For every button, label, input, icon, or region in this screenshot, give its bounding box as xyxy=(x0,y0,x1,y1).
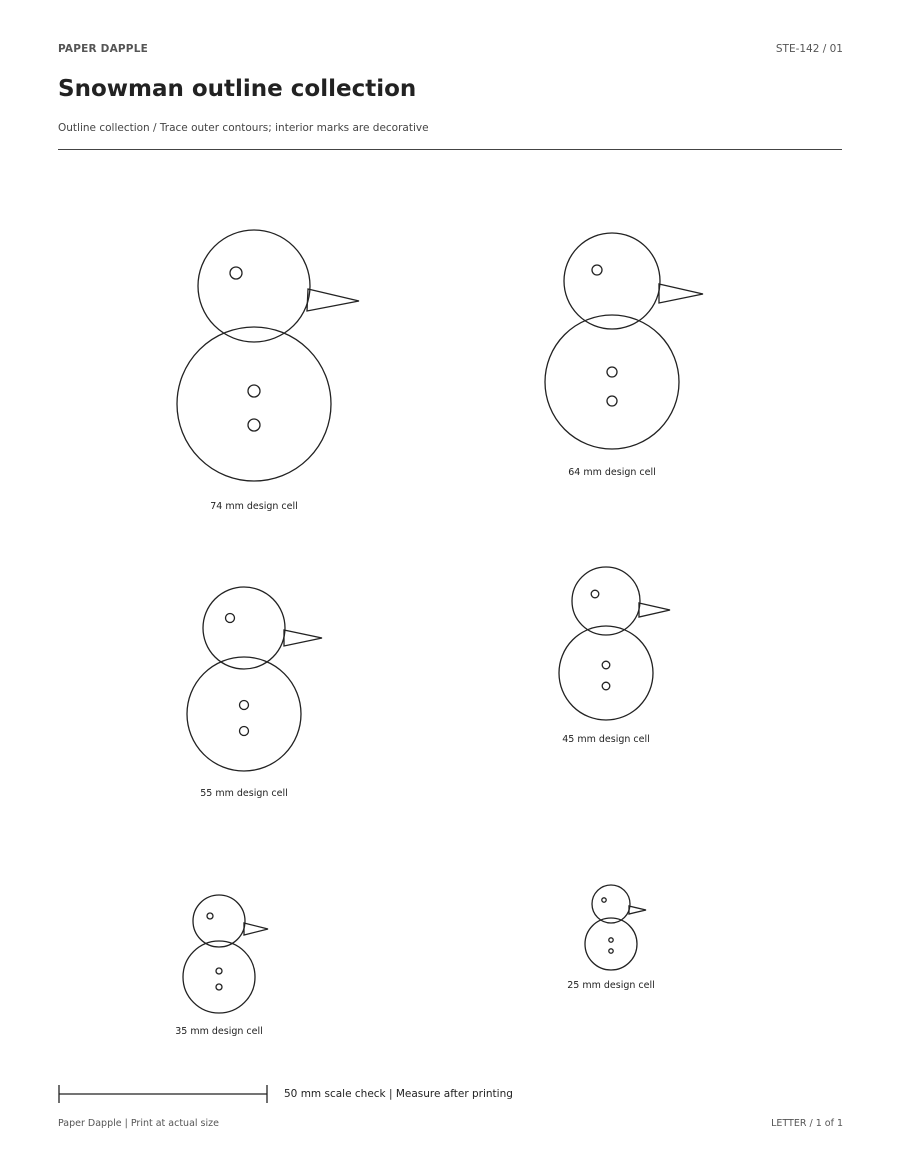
footer-note: Paper Dapple | Print at actual size xyxy=(58,1118,219,1129)
button-mark xyxy=(248,385,260,397)
page-title: Snowman outline collection xyxy=(58,76,417,102)
design-caption: 55 mm design cell xyxy=(200,788,288,799)
eye-mark xyxy=(226,614,235,623)
snowman-outline xyxy=(585,885,646,970)
design-caption: 64 mm design cell xyxy=(568,467,656,478)
carrot-nose xyxy=(659,284,703,303)
design-caption: 35 mm design cell xyxy=(175,1026,263,1037)
snowman-body xyxy=(545,315,679,449)
snowman-outline xyxy=(559,567,670,720)
button-mark xyxy=(609,938,613,942)
scale-bar xyxy=(59,1085,267,1103)
carrot-nose xyxy=(307,289,359,311)
carrot-nose xyxy=(284,630,322,646)
carrot-nose xyxy=(629,906,646,914)
page-subtitle: Outline collection / Trace outer contours; interior marks are decorative xyxy=(58,122,429,134)
carrot-nose xyxy=(639,603,670,617)
eye-mark xyxy=(230,267,242,279)
design-caption: 45 mm design cell xyxy=(562,734,650,745)
scale-check-label: 50 mm scale check | Measure after printing xyxy=(284,1088,513,1100)
button-mark xyxy=(216,984,222,990)
snowman-head xyxy=(198,230,310,342)
eye-mark xyxy=(602,898,606,902)
button-mark xyxy=(607,396,617,406)
snowman-body xyxy=(559,626,653,720)
button-mark xyxy=(602,661,610,669)
eye-mark xyxy=(591,590,599,598)
snowman-body xyxy=(187,657,301,771)
button-mark xyxy=(602,682,610,690)
snowman-outline xyxy=(545,233,703,449)
eye-mark xyxy=(207,913,213,919)
button-mark xyxy=(240,701,249,710)
brand-name: PAPER DAPPLE xyxy=(58,43,148,55)
carrot-nose xyxy=(244,923,268,935)
eye-mark xyxy=(592,265,602,275)
design-caption: 74 mm design cell xyxy=(210,501,298,512)
button-mark xyxy=(248,419,260,431)
snowman-body xyxy=(177,327,331,481)
snowman-head xyxy=(592,885,630,923)
snowman-outline xyxy=(177,230,359,481)
button-mark xyxy=(607,367,617,377)
snowman-body xyxy=(585,918,637,970)
snowman-head xyxy=(572,567,640,635)
snowman-body xyxy=(183,941,255,1013)
button-mark xyxy=(216,968,222,974)
snowman-head xyxy=(193,895,245,947)
document-id: STE-142 / 01 xyxy=(775,43,843,55)
snowman-outline xyxy=(187,587,322,771)
snowman-outline xyxy=(183,895,268,1013)
design-caption: 25 mm design cell xyxy=(567,980,655,991)
button-mark xyxy=(609,949,613,953)
page-format: LETTER / 1 of 1 xyxy=(771,1118,843,1129)
button-mark xyxy=(240,727,249,736)
